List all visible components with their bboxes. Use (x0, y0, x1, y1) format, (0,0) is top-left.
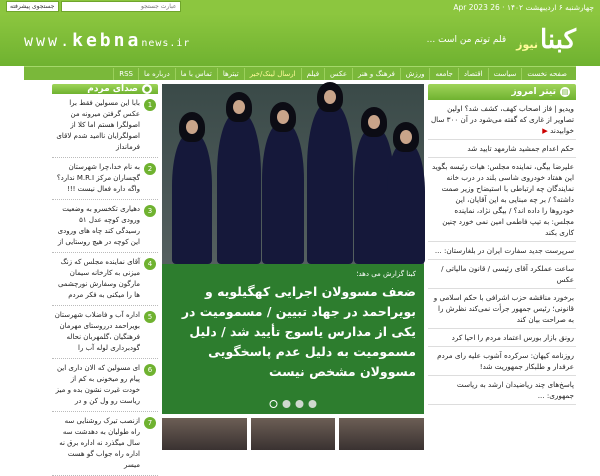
search-input[interactable] (61, 1, 181, 12)
people-voice-list (52, 94, 158, 476)
video-icon: ▶ (542, 126, 548, 135)
headlines-box (428, 84, 576, 450)
headlines-list (428, 100, 576, 405)
people-voice-header: ● صدای مردم (52, 84, 158, 94)
comment-item[interactable] (52, 158, 158, 200)
site-slogan: قلم توتم من است ... (426, 35, 507, 45)
headline-item[interactable] (428, 100, 576, 140)
featured-kicker: کبنا گزارش می دهد؛ (356, 270, 416, 278)
comment-text[interactable]: بابا این مسولین فقط برا عکس گرفتن میرونه من اصولگرا هستم اما کلا از اصولگرایان ناامید شدم لاقای فرمانداز (56, 99, 140, 151)
comment-text[interactable]: ازنصب تیرک روشنایی سه راه طولیان به دهدشت سه سال میگذرد نه اداره برق نه اداره راه جواب گو هست میسر (59, 417, 140, 469)
slider-dots (270, 400, 317, 408)
thumbnail[interactable] (251, 418, 336, 450)
headline-text[interactable]: ویدیو | فاز اصحاب کهف، کشف شد؟ اولین تصاویر از غاری که گفته می‌شود در آن ۳۰۰ سال خوابیدند (430, 104, 574, 135)
nav-item[interactable]: اقتصاد (458, 68, 488, 80)
nav-item[interactable]: جامعه (429, 68, 457, 80)
comment-item[interactable] (52, 253, 158, 306)
nav-item[interactable]: ورزش (400, 68, 430, 80)
headline-item[interactable] (428, 329, 576, 347)
comment-text[interactable]: آقای نماینده مجلس که زنگ میزنی به کارخانه سیمان مارگون وسفارش نورچشمی ها را میکنی به فکر مردم (57, 258, 140, 299)
date-persian: چهارشنبه ۶ اردیبهشت ۱۴۰۲ · 26 Apr 2023 (453, 2, 594, 12)
comment-text[interactable]: به نام خدا،چرا شهرستان گچساران مرکز M.R.I ندارد؟ واگه داره فعال نیست !!! (56, 163, 140, 193)
nav-item[interactable]: RSS (113, 68, 138, 80)
comment-item[interactable] (52, 412, 158, 476)
search-form (6, 1, 181, 12)
people-voice-box (52, 84, 158, 469)
top-bar (0, 0, 600, 14)
headline-text[interactable]: رونق بازار بورس اعتماد مردم را احیا کرد (451, 333, 574, 342)
advanced-search-button[interactable]: جستجوی پیشرفته (6, 1, 59, 12)
nav-item[interactable]: درباره ما (138, 68, 175, 80)
headline-text[interactable]: ساعت عملکرد آقای رئیسی / قانون مالیاتی / عکس (441, 264, 574, 284)
headline-item[interactable] (428, 376, 576, 405)
slider-dot[interactable] (309, 400, 317, 408)
newspaper-icon: ▤ (561, 88, 569, 96)
headline-item[interactable] (428, 140, 576, 158)
comment-item[interactable] (52, 200, 158, 253)
comment-number: 3 (144, 205, 156, 217)
thumbnail[interactable] (339, 418, 424, 450)
comment-item[interactable] (52, 94, 158, 158)
comment-number: 2 (144, 163, 156, 175)
featured-slider[interactable] (162, 84, 424, 414)
headline-text[interactable]: برخورد مناقشه حزب اشرافی با حکم اسلامی و قانونی؛ رئیس جمهور جرأت نمی‌کند نظرش را به صراحت بیان کند (433, 293, 574, 324)
microphone-icon: ● (143, 85, 151, 93)
slider-dot[interactable] (270, 400, 278, 408)
thumbnail-strip (162, 418, 424, 450)
headline-text[interactable]: سرپرست جدید سفارت ایران در بلغارستان: ... (434, 246, 574, 255)
slider-dot[interactable] (283, 400, 291, 408)
nav-item[interactable]: تماس با ما (175, 68, 217, 80)
nav-item[interactable]: عکس (324, 68, 352, 80)
headline-item[interactable] (428, 347, 576, 376)
featured-photo (162, 84, 424, 264)
comment-number: 6 (144, 364, 156, 376)
headline-text[interactable]: پاسخ‌های چند ریاضیدان ارشد به ریاست جمهوری: ... (456, 380, 574, 400)
nav-item[interactable]: ارسال لینک/خبر (244, 68, 301, 80)
headline-item[interactable] (428, 289, 576, 329)
headline-text[interactable]: حکم اعدام جمشید شارمهد تایید شد (467, 144, 574, 153)
featured-title[interactable]: ضعف مسوولان اجرایی کهگیلویه و بویراحمد در جهاد تبیین / مسمومیت در یکی از مدارس یاسوج تأیید شد / دلیل مسمومیت به دلیل عدم پاسخگویی مسوولان مشخص نیست (181, 284, 416, 379)
thumbnail[interactable] (162, 418, 247, 450)
comment-item[interactable] (52, 359, 158, 412)
site-header (0, 14, 600, 66)
comment-number: 1 (144, 99, 156, 111)
headline-text[interactable]: علیرضا بیگی، نماینده مجلس: هیات رئیسه بگوید این هفتاد خودروی شاسی بلند در درب خانه نمایندگان چه ارتباطی با استیضاح وزیر صمت داشته؟ / بر چه مبنایی به این آقایان، این خودروها را داده اند؟ / بیگی نژاد، نماینده مجلس: به تیپ فاطمی امین نمی خورد چنین کاری بکند (431, 162, 574, 237)
featured-slider-column (162, 84, 424, 450)
headline-item[interactable] (428, 242, 576, 260)
headline-text[interactable]: روزنامه کیهان: سرکرده آشوب علیه رای مردم عرفدار و طلبکار جمهوریت شد! (437, 351, 574, 371)
site-logo[interactable]: کبنا نیوز (516, 25, 576, 55)
headlines-header: ▤ تیتر امروز (428, 84, 576, 100)
headline-item[interactable] (428, 260, 576, 289)
comment-text[interactable]: دهیاری تکخسرو به وضعیت ورودی کوچه عدل ۵۱ رسیدگی کند چاه های ورودی این کوچه در هیچ روستایی از (57, 205, 140, 246)
nav-item[interactable]: سیاست (488, 68, 522, 80)
nav-item[interactable]: تیترها (217, 68, 244, 80)
comment-number: 5 (144, 311, 156, 323)
headline-item[interactable] (428, 158, 576, 242)
comment-text[interactable]: اداره آب و فاضلاب شهرستان بویراحمد درروستای مهرمان فرهنگیان ،گلمهربان نحاله گودبرداری لوله آب را (54, 311, 140, 352)
nav-item[interactable]: فرهنگ و هنر (352, 68, 400, 80)
comment-number: 4 (144, 258, 156, 270)
comment-text[interactable]: ای مسولین که الان داری این پیام رو میخونی به کم از خودت غیرت نشون بده و میز ریاست رو ول کن و در (55, 364, 140, 405)
main-nav (24, 66, 576, 80)
comment-item[interactable] (52, 306, 158, 359)
featured-caption[interactable] (162, 264, 424, 414)
comment-number: 7 (144, 417, 156, 429)
site-url: www.kebnanews.ir (24, 29, 191, 51)
nav-item[interactable]: فیلم (301, 68, 324, 80)
nav-item[interactable]: صفحه نخست (521, 68, 572, 80)
slider-dot[interactable] (296, 400, 304, 408)
